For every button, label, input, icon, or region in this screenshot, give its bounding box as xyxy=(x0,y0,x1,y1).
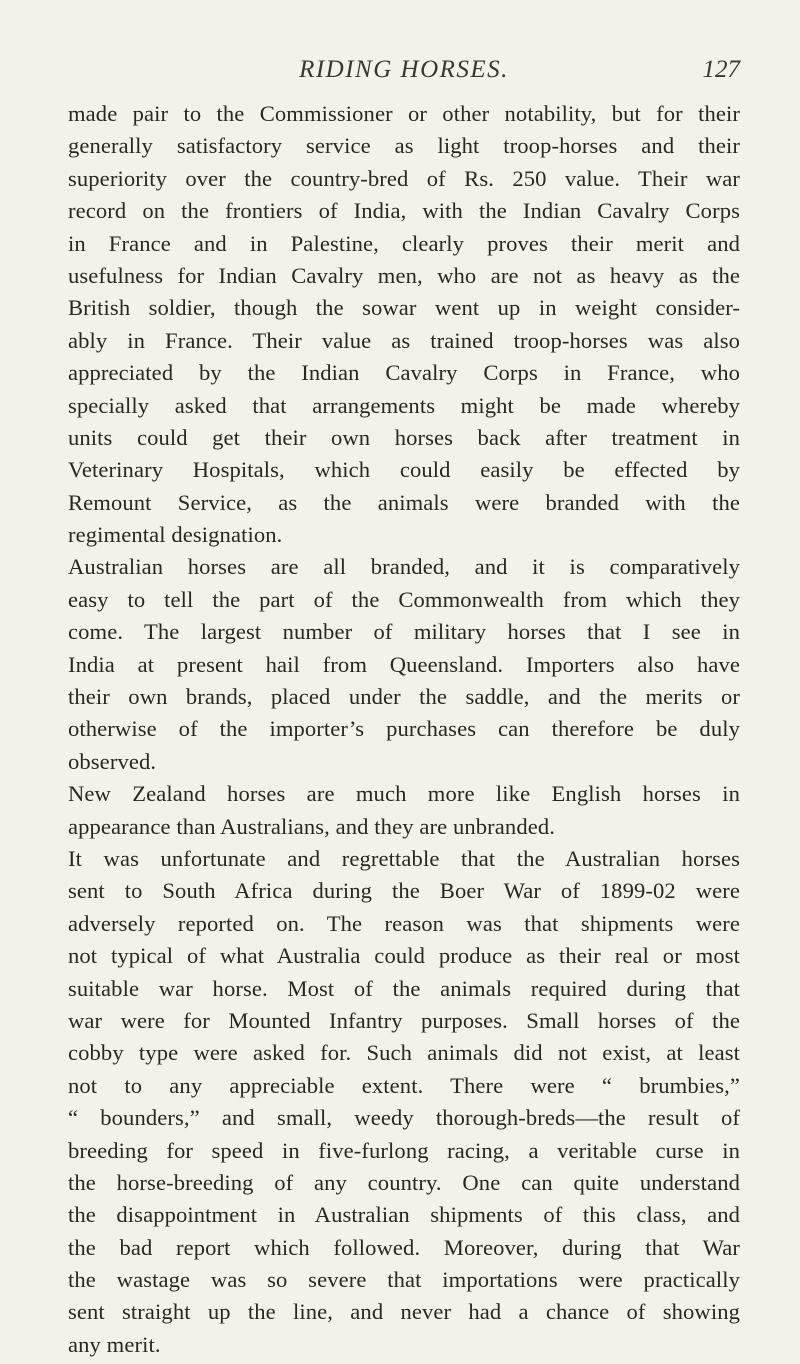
text-line: suitable war horse. Most of the animals required during that xyxy=(68,975,740,1001)
text-line: the disappointment in Australian shipments of this class, and xyxy=(68,1202,740,1228)
text-line: appearance than Australians, and they are unbranded. xyxy=(68,813,555,839)
text-line: the bad report which followed. Moreover, during that War xyxy=(68,1234,740,1260)
text-line: It was unfortunate and regrettable that the Australian horses xyxy=(68,845,740,871)
text-line: British soldier, though the sowar went up in weight consider- xyxy=(68,295,740,321)
text-line: India at present hail from Queensland. Importers also have xyxy=(68,651,740,677)
text-line: come. The largest number of military horses that I see in xyxy=(68,619,740,645)
text-line: their own brands, placed under the saddle, and the merits or xyxy=(68,684,740,710)
body-text xyxy=(68,98,740,1361)
text-line: war were for Mounted Infantry purposes. Small horses of the xyxy=(68,1007,740,1033)
running-title: RIDING HORSES. xyxy=(299,56,509,83)
page-number: 127 xyxy=(702,56,740,83)
text-line: not typical of what Australia could produce as their real or most xyxy=(68,943,740,969)
text-line: otherwise of the importer’s purchases can therefore be duly xyxy=(68,716,740,742)
text-line: units could get their own horses back after treatment in xyxy=(68,424,740,450)
text-line: cobby type were asked for. Such animals did not exist, at least xyxy=(68,1040,740,1066)
text-line: breeding for speed in five-furlong racing, a veritable curse in xyxy=(68,1137,740,1163)
text-line: any merit. xyxy=(68,1331,161,1357)
text-line: Veterinary Hospitals, which could easily be effected by xyxy=(68,457,740,483)
text-line: in France and in Palestine, clearly proves their merit and xyxy=(68,230,740,256)
text-line: superiority over the country-bred of Rs. 250 value. Their war xyxy=(68,165,740,191)
text-line: sent straight up the line, and never had a chance of showing xyxy=(68,1299,740,1325)
text-line: made pair to the Commissioner or other notability, but for their xyxy=(68,101,740,126)
text-line: Remount Service, as the animals were branded with the xyxy=(68,489,740,515)
text-line: “ bounders,” and small, weedy thorough-breds—the result of xyxy=(68,1105,740,1131)
text-line: adversely reported on. The reason was that shipments were xyxy=(68,910,740,936)
text-line: record on the frontiers of India, with the Indian Cavalry Corps xyxy=(68,198,740,224)
text-line: generally satisfactory service as light troop-horses and their xyxy=(68,133,740,159)
text-line: observed. xyxy=(68,748,157,774)
text-line: the horse-breeding of any country. One can quite understand xyxy=(68,1169,740,1195)
text-line: sent to South Africa during the Boer War of 1899-02 were xyxy=(68,878,740,904)
text-line: ably in France. Their value as trained troop-horses was also xyxy=(68,327,740,353)
text-line: usefulness for Indian Cavalry men, who are not as heavy as the xyxy=(68,262,740,288)
text-line: appreciated by the Indian Cavalry Corps in France, who xyxy=(68,360,740,386)
text-line: easy to tell the part of the Commonwealth from which they xyxy=(68,586,740,612)
text-line: not to any appreciable extent. There were “ brumbies,” xyxy=(68,1072,740,1098)
text-line: regimental designation. xyxy=(68,522,283,548)
text-line: specially asked that arrangements might be made whereby xyxy=(68,392,740,418)
running-head xyxy=(68,56,740,86)
text-line: New Zealand horses are much more like English horses in xyxy=(68,781,740,807)
text-line: Australian horses are all branded, and it is comparatively xyxy=(68,554,740,580)
text-line: the wastage was so severe that importations were practically xyxy=(68,1267,740,1293)
